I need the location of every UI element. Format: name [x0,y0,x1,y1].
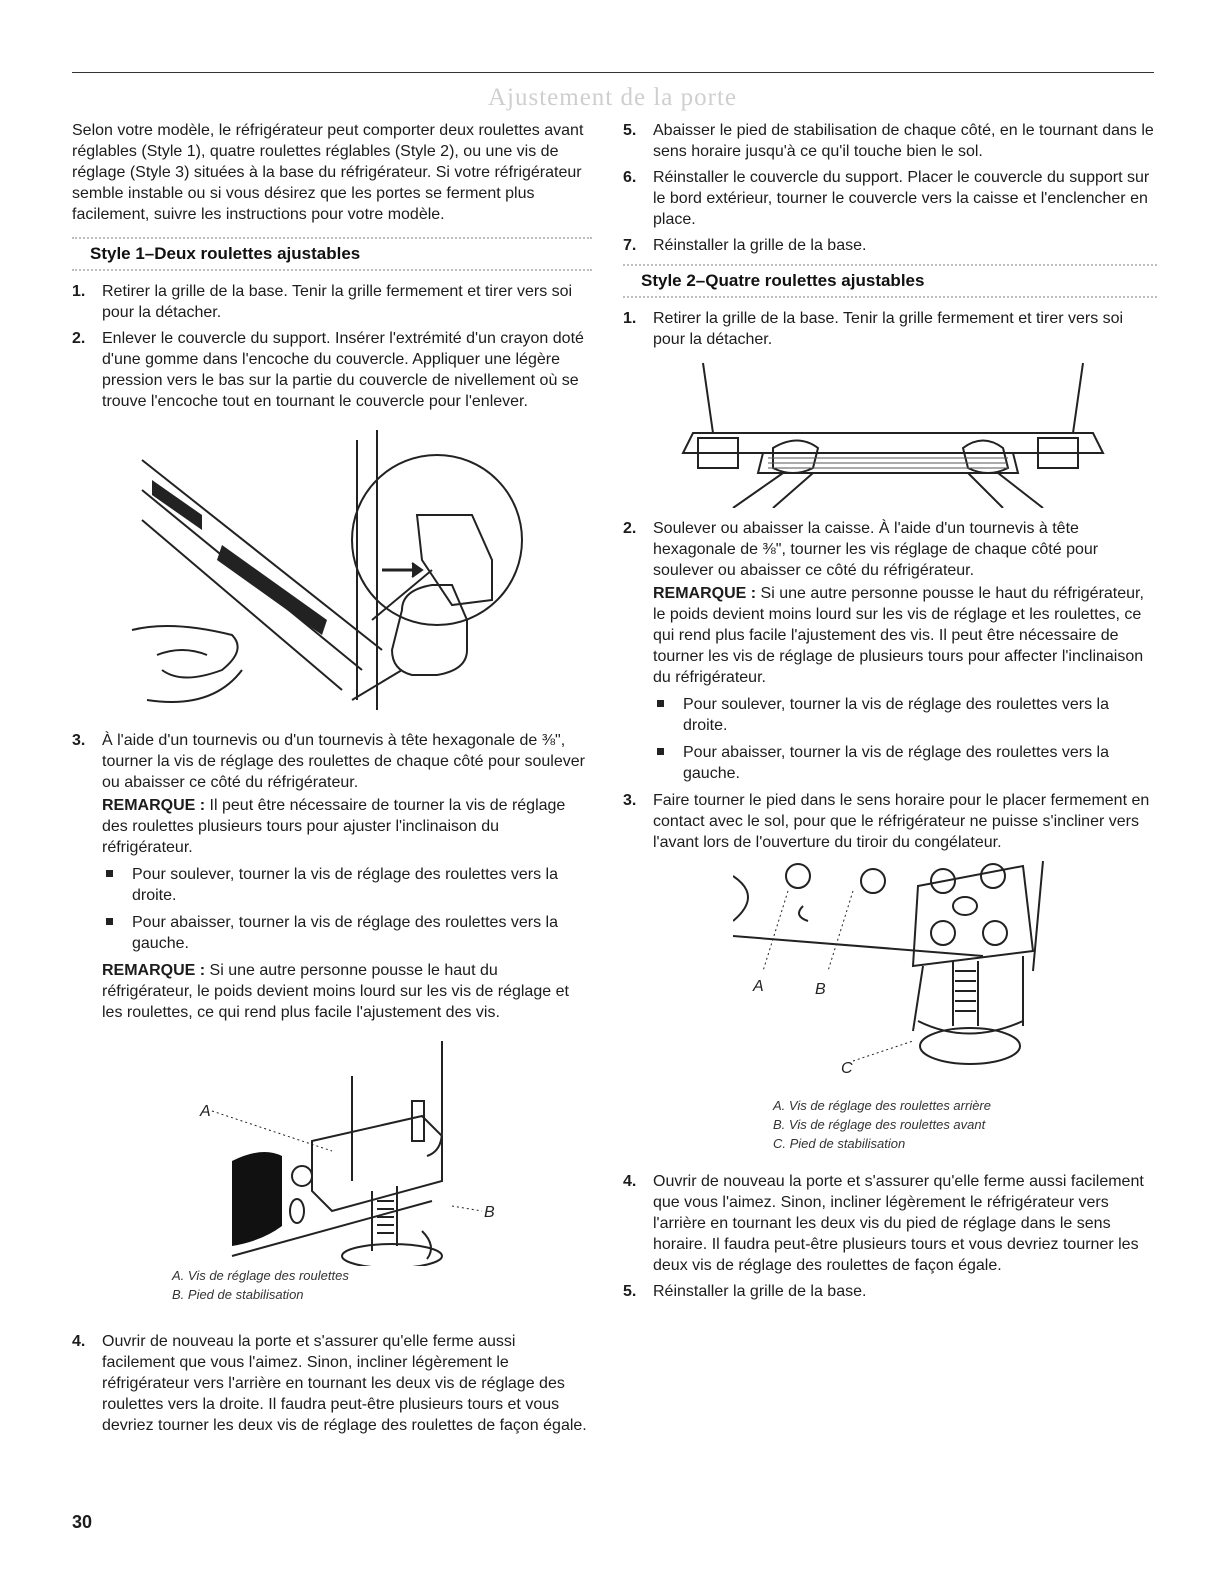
cover-removal-illustration [72,420,592,720]
step-item [623,790,1157,853]
figure-four-rollers [733,861,1157,1161]
step-text: Retirer la grille de la base. Tenir la grille fermement et tirer vers soi pour la détacher. [102,283,573,321]
note-paragraph [102,795,592,858]
step-item [72,281,592,323]
note-text: Si une autre personne pousse le haut du réfrigérateur, le poids devient moins lourd sur les vis de réglage et les roulettes, ce qui rend plus facile l'ajustement des vis. Il peut être nécessaire de tourner les vis de réglage de plusieurs tours pour affecter l'inclinaison du réfrigérateur. [653,585,1144,686]
step-item [623,518,1157,784]
fig-label-b: B [815,981,826,998]
note-text: Si une autre personne pousse le haut du réfrigérateur, le poids devient moins lourd sur les vis de réglage et les roulettes, ce qui rend plus facile l'ajustement des vis. [102,962,569,1021]
note-text: Il peut être nécessaire de tourner la vis de réglage des roulettes plusieurs tours pour ajuster l'inclinaison du réfrigérateur. [102,797,566,856]
fig-label-a: A [753,978,764,995]
step-item [623,1171,1157,1276]
step-item [623,235,1157,256]
step-text: Soulever ou abaisser la caisse. À l'aide d'un tournevis à tête hexagonale de ⅜", tourner les vis réglage de chaque côté pour soulever ou abaisser ce côté du réfrigérateur. [653,520,1099,579]
step-number: 5. [623,122,637,139]
figure-caption: A. Vis de réglage des roulettes [172,1268,349,1283]
top-rule [72,72,1154,73]
grille-removal-illustration [623,358,1157,508]
step-text: Faire tourner le pied dans le sens horaire pour le placer fermement en contact avec le sol, pour que le réfrigérateur ne puisse s'incliner vers l'avant lors de l'ouverture du tiroir du congélateur. [653,792,1150,851]
step-item [72,730,592,1023]
step-number: 1. [623,310,637,327]
figure-caption: B. Vis de réglage des roulettes avant [773,1117,986,1132]
step-number: 5. [623,1283,637,1300]
fig-label-a: A [200,1103,211,1120]
step-number: 4. [72,1333,86,1350]
page-number: 30 [72,1512,93,1532]
step-text: Retirer la grille de la base. Tenir la grille fermement et tirer vers soi pour la détacher. [653,310,1124,348]
step-number: 3. [623,792,637,809]
step-text: Ouvrir de nouveau la porte et s'assurer qu'elle ferme aussi facilement que vous l'aimez. Sinon, incliner légèrement le réfrigérateur vers l'arrière en tournant les deux vis de réglage des roulettes vers la droite. Il faudra peut-être plusieurs tours et vous devriez tourner les deux vis de réglage des roulettes de façon égale. [102,1333,587,1434]
figure-caption: C. Pied de stabilisation [773,1136,906,1151]
step-number: 6. [623,169,637,186]
intro-paragraph: Selon votre modèle, le réfrigérateur peut comporter deux roulettes avant réglables (Style 1), quatre roulettes réglables (Style 2), ou une vis de réglage (Style 3) situées à la base du réfrigérateur. Si votre réfrigérateur semble instable ou si vous désirez que les portes se ferment plus facilement, suivre les instructions pour votre modèle. [72,122,584,223]
bullet-item: Pour soulever, tourner la vis de réglage des roulettes vers la droite. [653,694,1157,736]
step-text: À l'aide d'un tournevis ou d'un tournevis à tête hexagonale de ⅜", tourner la vis de réglage des roulettes de chaque côté pour soulever ou abaisser ce côté du réfrigérateur. [102,732,585,791]
note-label: REMARQUE : [102,797,206,814]
figure-roller-adjust [172,1031,592,1321]
section-heading-style2: Style 2–Quatre roulettes ajustables [623,264,1157,298]
step-item [623,1281,1157,1302]
step-item [623,120,1157,162]
note-paragraph [102,960,592,1023]
step-number: 2. [72,330,86,347]
bullet-item: Pour abaisser, tourner la vis de réglage des roulettes vers la gauche. [653,742,1157,784]
note-label: REMARQUE : [102,962,206,979]
step-number: 3. [72,732,86,749]
figure-caption: A. Vis de réglage des roulettes arrière [773,1098,991,1113]
step-number: 2. [623,520,637,537]
step-text: Enlever le couvercle du support. Insérer l'extrémité d'un crayon doté d'une gomme dans l'encoche du couvercle. Appliquer une légère pression vers le bas sur la partie du couvercle de nivellement où se trouve l'encoche tout en tournant le couvercle pour l'enlever. [102,330,584,410]
note-paragraph [653,583,1157,688]
figure-grille-removal [623,358,1157,508]
step-item [623,167,1157,230]
step-text: Ouvrir de nouveau la porte et s'assurer qu'elle ferme aussi facilement que vous l'aimez. Sinon, incliner légèrement le réfrigérateur vers l'arrière en tournant les deux vis du pied de réglage dans le sens horaire. Il faudra peut-être plusieurs tours et vous devriez tourner les deux vis de réglage des roulettes de façon égale. [653,1173,1144,1274]
step-number: 7. [623,237,637,254]
step-text: Réinstaller la grille de la base. [653,1283,867,1300]
section-heading-style1: Style 1–Deux roulettes ajustables [72,237,592,271]
four-rollers-illustration [733,861,1153,1096]
bullet-item: Pour soulever, tourner la vis de réglage des roulettes vers la droite. [102,864,592,906]
step-number: 4. [623,1173,637,1190]
step-item [72,328,592,412]
figure-caption: B. Pied de stabilisation [172,1287,304,1302]
left-column [72,120,592,1441]
figure-cover-removal [72,420,592,720]
step-text: Réinstaller le couvercle du support. Placer le couvercle du support sur le bord extérieur, tourner le couvercle vers la caisse et l'enclencher en place. [653,169,1150,228]
roller-adjust-illustration [172,1031,592,1266]
right-column [623,120,1157,1307]
step-item [623,308,1157,350]
step-text: Abaisser le pied de stabilisation de chaque côté, en le tournant dans le sens horaire jusqu'à ce qu'il touche bien le sol. [653,122,1154,160]
note-label: REMARQUE : [653,585,757,602]
page-title: Ajustement de la porte [487,84,737,111]
fig-label-b: B [484,1204,495,1221]
step-text: Réinstaller la grille de la base. [653,237,867,254]
fig-label-c: C [841,1060,853,1077]
bullet-item: Pour abaisser, tourner la vis de réglage des roulettes vers la gauche. [102,912,592,954]
step-item [72,1331,592,1436]
step-number: 1. [72,283,86,300]
